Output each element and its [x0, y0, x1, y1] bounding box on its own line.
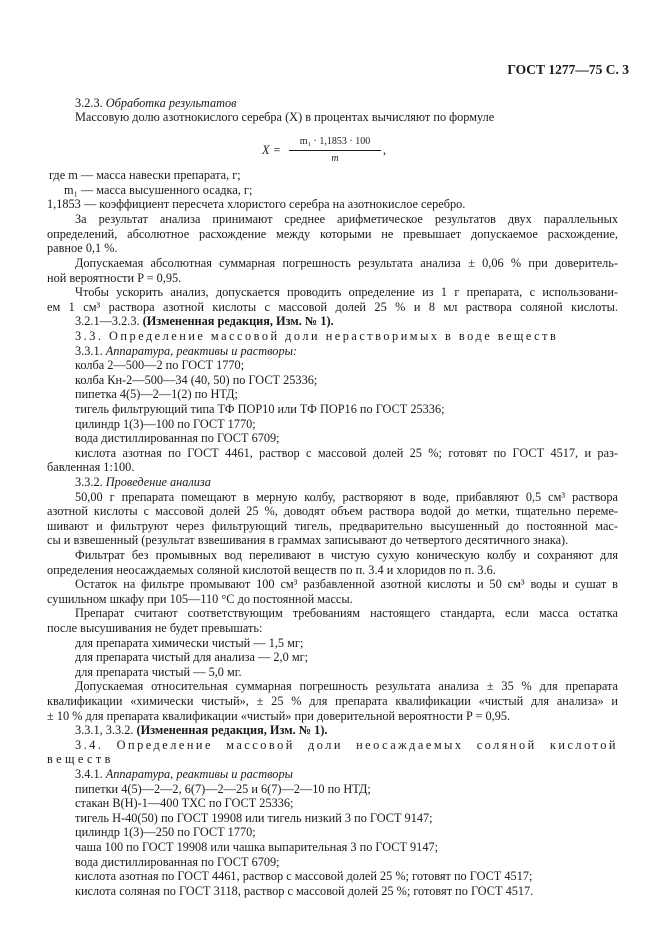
text-line: 50,00 г препарата помещают в мерную колбу, растворяют в воде, прибавляют 0,5 см³ раствора	[75, 490, 618, 504]
list-item: цилиндр 1(3)—250 по ГОСТ 1770;	[75, 825, 256, 839]
amendment-note: 3.2.1—3.2.3. (Измененная редакция, Изм. № 1).	[75, 314, 334, 328]
text-line: после высушивания не будет превышать:	[47, 621, 263, 635]
list-item: для препарата химически чистый — 1,5 мг;	[75, 636, 304, 650]
list-item: чаша 100 по ГОСТ 19908 или чашка выпарительная 3 по ГОСТ 9147;	[75, 840, 439, 854]
text-line: шивают и фильтруют через фильтрующий тигель, предварительно высушенный до постоянной мас-	[47, 519, 618, 533]
section-heading: 3.2.3. Обработка результатов	[75, 96, 237, 110]
text-line: сы и взвешенный (результат взвешивания в граммах записывают до четвертого десятичного знака).	[47, 533, 569, 547]
text-line: Допускаемая относительная суммарная погрешность результата анализа ± 35 % для препарата	[75, 679, 618, 693]
list-item: для препарата чистый для анализа — 2,0 мг;	[75, 650, 309, 664]
section-heading: 3.3.2. Проведение анализа	[75, 475, 211, 489]
text-line: сушильном шкафу при 105—110 °С до постоянной массы.	[47, 592, 353, 606]
section-heading: 3.4. Определение массовой доли неосаждаемых соляной кислотой	[75, 738, 618, 752]
amendment-note: 3.3.1, 3.3.2. (Измененная редакция, Изм. № 1).	[75, 723, 328, 737]
list-item: кислота соляная по ГОСТ 3118, раствор с массовой долей 25 %; готовят по ГОСТ 4517.	[75, 884, 534, 898]
list-item: для препарата чистый — 5,0 мг.	[75, 665, 242, 679]
list-item: кислота азотная по ГОСТ 4461, раствор с массовой долей 25 %; готовят по ГОСТ 4517;	[75, 869, 533, 883]
text-line: определений, абсолютное расхождение между которыми не превышает допускаемое расхождение,	[47, 227, 618, 241]
text-line: Массовую долю азотнокислого серебра (X) в процентах вычисляют по формуле	[75, 110, 495, 124]
list-item: кислота азотная по ГОСТ 4461, раствор с массовой долей 25 %; готовят по ГОСТ 4517, и раз-	[75, 446, 618, 460]
section-heading-cont: веществ	[47, 752, 114, 766]
list-item: пипетка 4(5)—2—1(2) по НТД;	[75, 387, 238, 401]
text-line: квалификации «химически чистый», ± 25 % для препарата квалификации «чистый для анализа» и	[47, 694, 618, 708]
section-heading: 3.3.1. Аппаратура, реактивы и растворы:	[75, 344, 298, 358]
text-line: определения неосаждаемых соляной кислотой веществ по п. 3.4 и хлоридов по п. 3.6.	[47, 563, 496, 577]
section-heading: 3.4.1. Аппаратура, реактивы и растворы	[75, 767, 293, 781]
text-line: Чтобы ускорить анализ, допускается проводить определение из 1 г препарата, с использовани-	[75, 285, 618, 299]
formula-fraction	[289, 136, 381, 165]
formula	[262, 136, 392, 176]
text-line: ной вероятности P = 0,95.	[47, 271, 182, 285]
list-item: тигель фильтрующий типа ТФ ПОР10 или ТФ ПОР16 по ГОСТ 25336;	[75, 402, 445, 416]
formula-comma: ,	[383, 143, 387, 157]
list-item: колба Кн-2—500—34 (40, 50) по ГОСТ 25336;	[75, 373, 318, 387]
list-item: стакан В(Н)-1—400 ТХС по ГОСТ 25336;	[75, 796, 294, 810]
text-line: ± 10 % для препарата квалификации «чистый» при доверительной вероятности P = 0,95.	[47, 709, 511, 723]
formula-denominator: m	[331, 153, 339, 164]
text-line: Допускаемая абсолютная суммарная погрешность результата анализа ± 0,06 % при доверитель-	[75, 256, 618, 270]
text-line: где m — масса навески препарата, г;	[49, 168, 241, 182]
list-item: пипетки 4(5)—2—2, 6(7)—2—25 и 6(7)—2—10 по НТД;	[75, 782, 371, 796]
formula-numerator: m₁ · 1,1853 · 100	[299, 136, 371, 147]
list-item: тигель Н-40(50) по ГОСТ 19908 или тигель низкий 3 по ГОСТ 9147;	[75, 811, 433, 825]
list-item: колба 2—500—2 по ГОСТ 1770;	[75, 358, 245, 372]
text-line: За результат анализа принимают среднее арифметическое результатов двух параллельных	[75, 212, 618, 226]
list-item: цилиндр 1(3)—100 по ГОСТ 1770;	[75, 417, 256, 431]
list-item: вода дистиллированная по ГОСТ 6709;	[75, 431, 280, 445]
fraction-bar	[289, 150, 381, 151]
formula-lhs: X =	[262, 143, 281, 157]
text-line: Фильтрат без промывных вод переливают в чистую сухую коническую колбу и сохраняют для	[75, 548, 618, 562]
text-line: азотной кислоты с массовой долей 25 %, доводят объем раствора водой до метки, тщательно переме-	[47, 504, 618, 518]
page-header: ГОСТ 1277—75 С. 3	[507, 62, 629, 77]
text-line: 1,1853 — коэффициент пересчета хлористого серебра на азотнокислое серебро.	[47, 197, 466, 211]
text-line: Остаток на фильтре промывают 100 см³ разбавленной азотной кислоты и 50 см³ воды и сушат в	[75, 577, 618, 591]
text-line: Препарат считают соответствующим требованиям настоящего стандарта, если масса остатка	[75, 606, 618, 620]
list-item: вода дистиллированная по ГОСТ 6709;	[75, 855, 280, 869]
text-line: ем 1 см³ раствора азотной кислоты с массовой долей 25 % и 8 мл раствора соляной кислоты.	[47, 300, 618, 314]
text-line: бавленная 1:100.	[47, 460, 135, 474]
section-heading: 3.3. Определение массовой доли нерастворимых в воде веществ	[75, 329, 559, 343]
text-line: равное 0,1 %.	[47, 241, 118, 255]
text-line: m₁ — масса высушенного осадка, г;	[64, 183, 253, 197]
